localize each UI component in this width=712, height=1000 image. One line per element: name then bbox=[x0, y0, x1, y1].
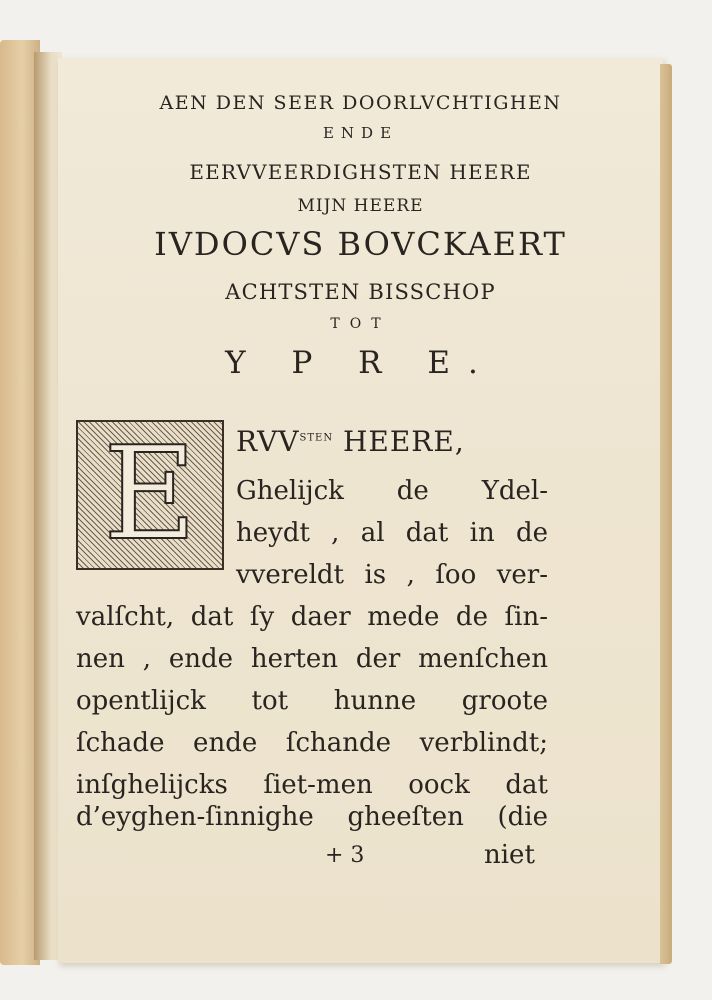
body-line: nen , ende herten der menſchen bbox=[76, 644, 548, 674]
salutation-superscript: STEN bbox=[299, 432, 334, 444]
body-line: heydt , al dat in de bbox=[236, 518, 548, 548]
salutation-rest: HEERE, bbox=[333, 425, 465, 458]
dedication-line-1: AEN DEN SEER DOORLVCHTIGHEN bbox=[159, 92, 562, 114]
body-line: d’eyghen-ſinnighe gheeſten (die bbox=[76, 802, 548, 832]
body-line: valſcht, dat ſy daer mede de ſin- bbox=[76, 602, 548, 632]
dedicatee-name: IVDOCVS BOVCKAERT bbox=[154, 225, 567, 263]
body-line: ſchade ende ſchande verblindt; bbox=[76, 728, 548, 758]
decorated-initial bbox=[76, 420, 224, 570]
body-line: vvereldt is , ſoo ver- bbox=[236, 560, 548, 590]
catchword: niet bbox=[484, 840, 535, 870]
body-line: inſghelijcks ſiet-men oock dat bbox=[76, 770, 548, 800]
salutation bbox=[236, 425, 465, 458]
dedication-line-2: ENDE bbox=[322, 124, 399, 142]
body-line: opentlijck tot hunne groote bbox=[76, 686, 548, 716]
signature-mark: + 3 bbox=[325, 843, 365, 868]
dedicatee-title: ACHTSTEN BISSCHOP bbox=[225, 280, 496, 304]
dedication-line-7: TOT bbox=[330, 316, 391, 332]
dedication-city: Y P R E. bbox=[225, 345, 496, 381]
initial-letter: E bbox=[103, 420, 197, 569]
body-line: Ghelijck de Ydel- bbox=[236, 476, 548, 506]
dedication-line-4: MIJN HEERE bbox=[297, 196, 424, 216]
dedication-line-3: EERVVEERDIGHSTEN HEERE bbox=[189, 160, 532, 184]
salutation-main: RVV bbox=[236, 425, 300, 458]
